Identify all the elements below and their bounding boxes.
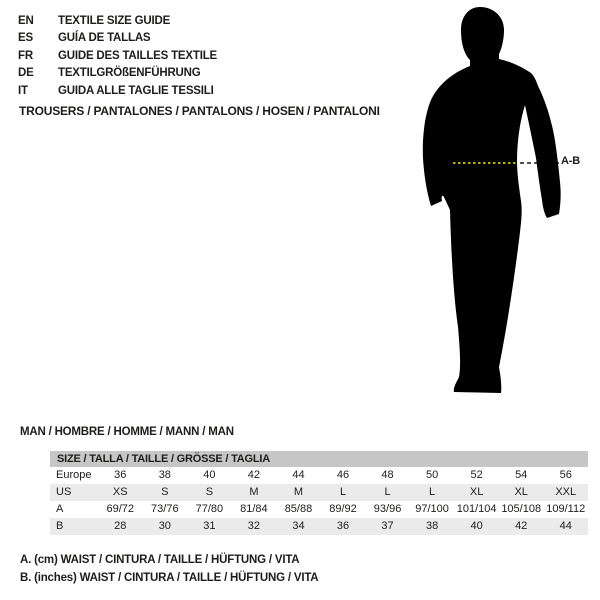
table-cell: 32 [247, 520, 261, 532]
table-cell: 105/108 [501, 503, 542, 515]
table-cell: 48 [381, 469, 394, 481]
table-cell: 40 [203, 469, 216, 481]
silhouette-path [423, 7, 561, 393]
table-cell: 85/88 [284, 503, 313, 515]
table-cell: 109/112 [546, 503, 586, 515]
table-cell: 31 [203, 520, 216, 532]
table-cell: 89/92 [329, 503, 357, 515]
table-cell: 54 [515, 469, 528, 481]
table-row-us [50, 484, 588, 501]
table-cell: 36 [336, 520, 350, 532]
table-cell: S [161, 486, 169, 498]
language-code: DE [18, 67, 34, 80]
table-cell: XXL [555, 486, 577, 498]
language-list [18, 13, 217, 100]
table-cell: 69/72 [106, 503, 135, 515]
table-cell: 28 [114, 520, 127, 532]
table-row-europe [50, 467, 588, 484]
language-row-es [18, 30, 217, 47]
table-cell: 81/84 [240, 503, 268, 515]
language-code: FR [18, 49, 33, 62]
size-table-header: SIZE / TALLA / TAILLE / GRÖSSE / TAGLIA [50, 451, 588, 467]
table-cell: 56 [559, 469, 572, 481]
table-cell: XL [469, 486, 484, 498]
size-table [50, 451, 588, 535]
table-cell: XS [112, 486, 128, 498]
table-row-b-inches [50, 518, 588, 535]
table-cell: 44 [292, 469, 305, 481]
language-row-de [18, 65, 217, 82]
garment-heading: TROUSERS / PANTALONES / PANTALONS / HOSEN / PANTALONI [19, 104, 380, 118]
table-cell: M [293, 486, 304, 498]
language-row-en [18, 13, 217, 30]
table-cell: L [339, 486, 347, 498]
table-cell: 52 [470, 469, 483, 481]
table-cell: 44 [559, 520, 572, 532]
language-code: ES [18, 32, 33, 45]
table-cell: L [429, 486, 436, 498]
table-cell: 73/76 [151, 503, 179, 515]
row-label: US [56, 486, 72, 498]
table-cell: 36 [114, 469, 127, 481]
row-label: A [56, 503, 64, 515]
table-cell: 101/104 [456, 503, 497, 515]
language-row-fr [18, 48, 217, 65]
row-label: B [56, 520, 64, 532]
language-label: TEXTILE SIZE GUIDE [58, 15, 171, 27]
table-cell: 30 [158, 520, 171, 532]
table-cell: 40 [470, 520, 483, 532]
table-cell: 38 [158, 469, 171, 481]
table-cell: 77/80 [195, 503, 224, 515]
waist-measure-label: A-B [561, 155, 580, 167]
table-cell: S [205, 486, 214, 498]
man-silhouette [415, 2, 600, 400]
language-label: GUÍA DE TALLAS [58, 32, 151, 45]
table-cell: 42 [515, 520, 528, 532]
table-cell: 50 [425, 469, 439, 481]
table-cell: 37 [381, 520, 394, 532]
table-cell: 46 [336, 469, 350, 481]
language-code: EN [18, 15, 34, 27]
table-cell: 34 [292, 520, 305, 532]
table-cell: L [384, 486, 391, 498]
table-cell: 93/96 [373, 503, 402, 515]
note-b-inches: B. (inches) WAIST / CINTURA / TAILLE / HÜFTUNG / VITA [20, 572, 319, 584]
table-cell: 42 [247, 469, 261, 481]
language-label: TEXTILGRÖßENFÜHRUNG [58, 67, 201, 80]
measurement-notes [20, 551, 318, 587]
row-label: Europe [56, 469, 92, 481]
table-row-a-cm [50, 501, 588, 518]
language-row-it [18, 83, 217, 100]
table-cell: M [249, 486, 259, 498]
language-label: GUIDA ALLE TAGLIE TESSILI [58, 84, 214, 97]
table-cell: XL [514, 486, 528, 498]
table-cell: 38 [425, 520, 439, 532]
section-heading: MAN / HOMBRE / HOMME / MANN / MAN [20, 426, 234, 438]
language-code: IT [18, 84, 28, 97]
language-label: GUIDE DES TAILLES TEXTILE [58, 49, 217, 62]
note-a-cm: A. (cm) WAIST / CINTURA / TAILLE / HÜFTUNG / VITA [20, 554, 300, 566]
table-cell: 97/100 [415, 503, 449, 515]
